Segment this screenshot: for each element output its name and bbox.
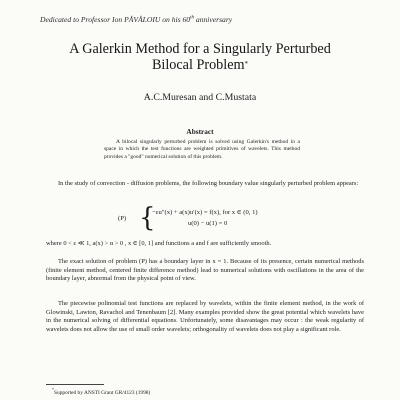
equation-line-1: −εu″(x) + a(x)u′(x) = f(x), for x ∈ (0, 1) [152,209,258,216]
title-footnote-mark: * [244,59,249,68]
title-line-2 [0,58,400,74]
title-line-2-text: Bilocal Problem [151,56,245,73]
authors: A.C.Muresan and C.Mustata [143,92,257,103]
abstract-heading: Abstract [186,127,214,136]
paragraph-exact-solution: The exact solution of problem (P) has a boundary layer in x = 1. Because of its presence, certain numerical methods (finite element method, centered finite difference method) lead to numerical solutions with oscillations in the area of the boundary layer, abnormal from the physical point of view. [46,258,364,283]
paper-title [0,42,400,73]
equation-label: (P) [118,215,127,222]
dedication-text: Dedicated to Professor Ion PĂVĂLOIU on his 60 [40,15,191,24]
footnote-mark: * [52,387,54,392]
dedication-end: anniversary [194,15,233,24]
intro-paragraph: In the study of convection - diffusion problems, the following boundary value singularly perturbed problem appears: [58,180,359,187]
equation-line-2: u(0) − u(1) = 0 [188,220,228,227]
title-line-1: A Galerkin Method for a Singularly Perturbed [69,41,331,57]
dedication-line [40,15,232,24]
footnote-rule [46,384,104,385]
footnote-text: Supported by ANSTI Grant GR/4123 (1998) [54,389,151,396]
paragraph-wavelets: The piecewise polinomial test functions are replaced by wavelets, within the finite element method, in the work of Glowinski, Lawton, Ravachol and Tenenbaum [2]. Many examples provided show the great potential which wavelets have in the numerical solving of differential equations. Unfortunately, some disavantages may occur : the weak regularity of wavelets does not allow the use of small order wavelets; orthogonality of wavelets does not play a significant role. [46,300,364,333]
conditions-paragraph: where 0 < ε ≪ 1, a(x) > α > 0 , x ∈ [0, 1] and functions a and f are sufficiently smooth. [46,240,272,247]
abstract-text: A bilocal singularly perturbed problem is solved using Galerkin's method in a space in which the test functions are weighted primitives of wavelets. This method provides a "good" numerical solution of this problem. [104,139,300,160]
footnote [52,387,150,396]
dedication-superscript: th [190,15,194,21]
equation-brace: { [139,203,156,233]
boundary-value-equation [118,205,318,235]
